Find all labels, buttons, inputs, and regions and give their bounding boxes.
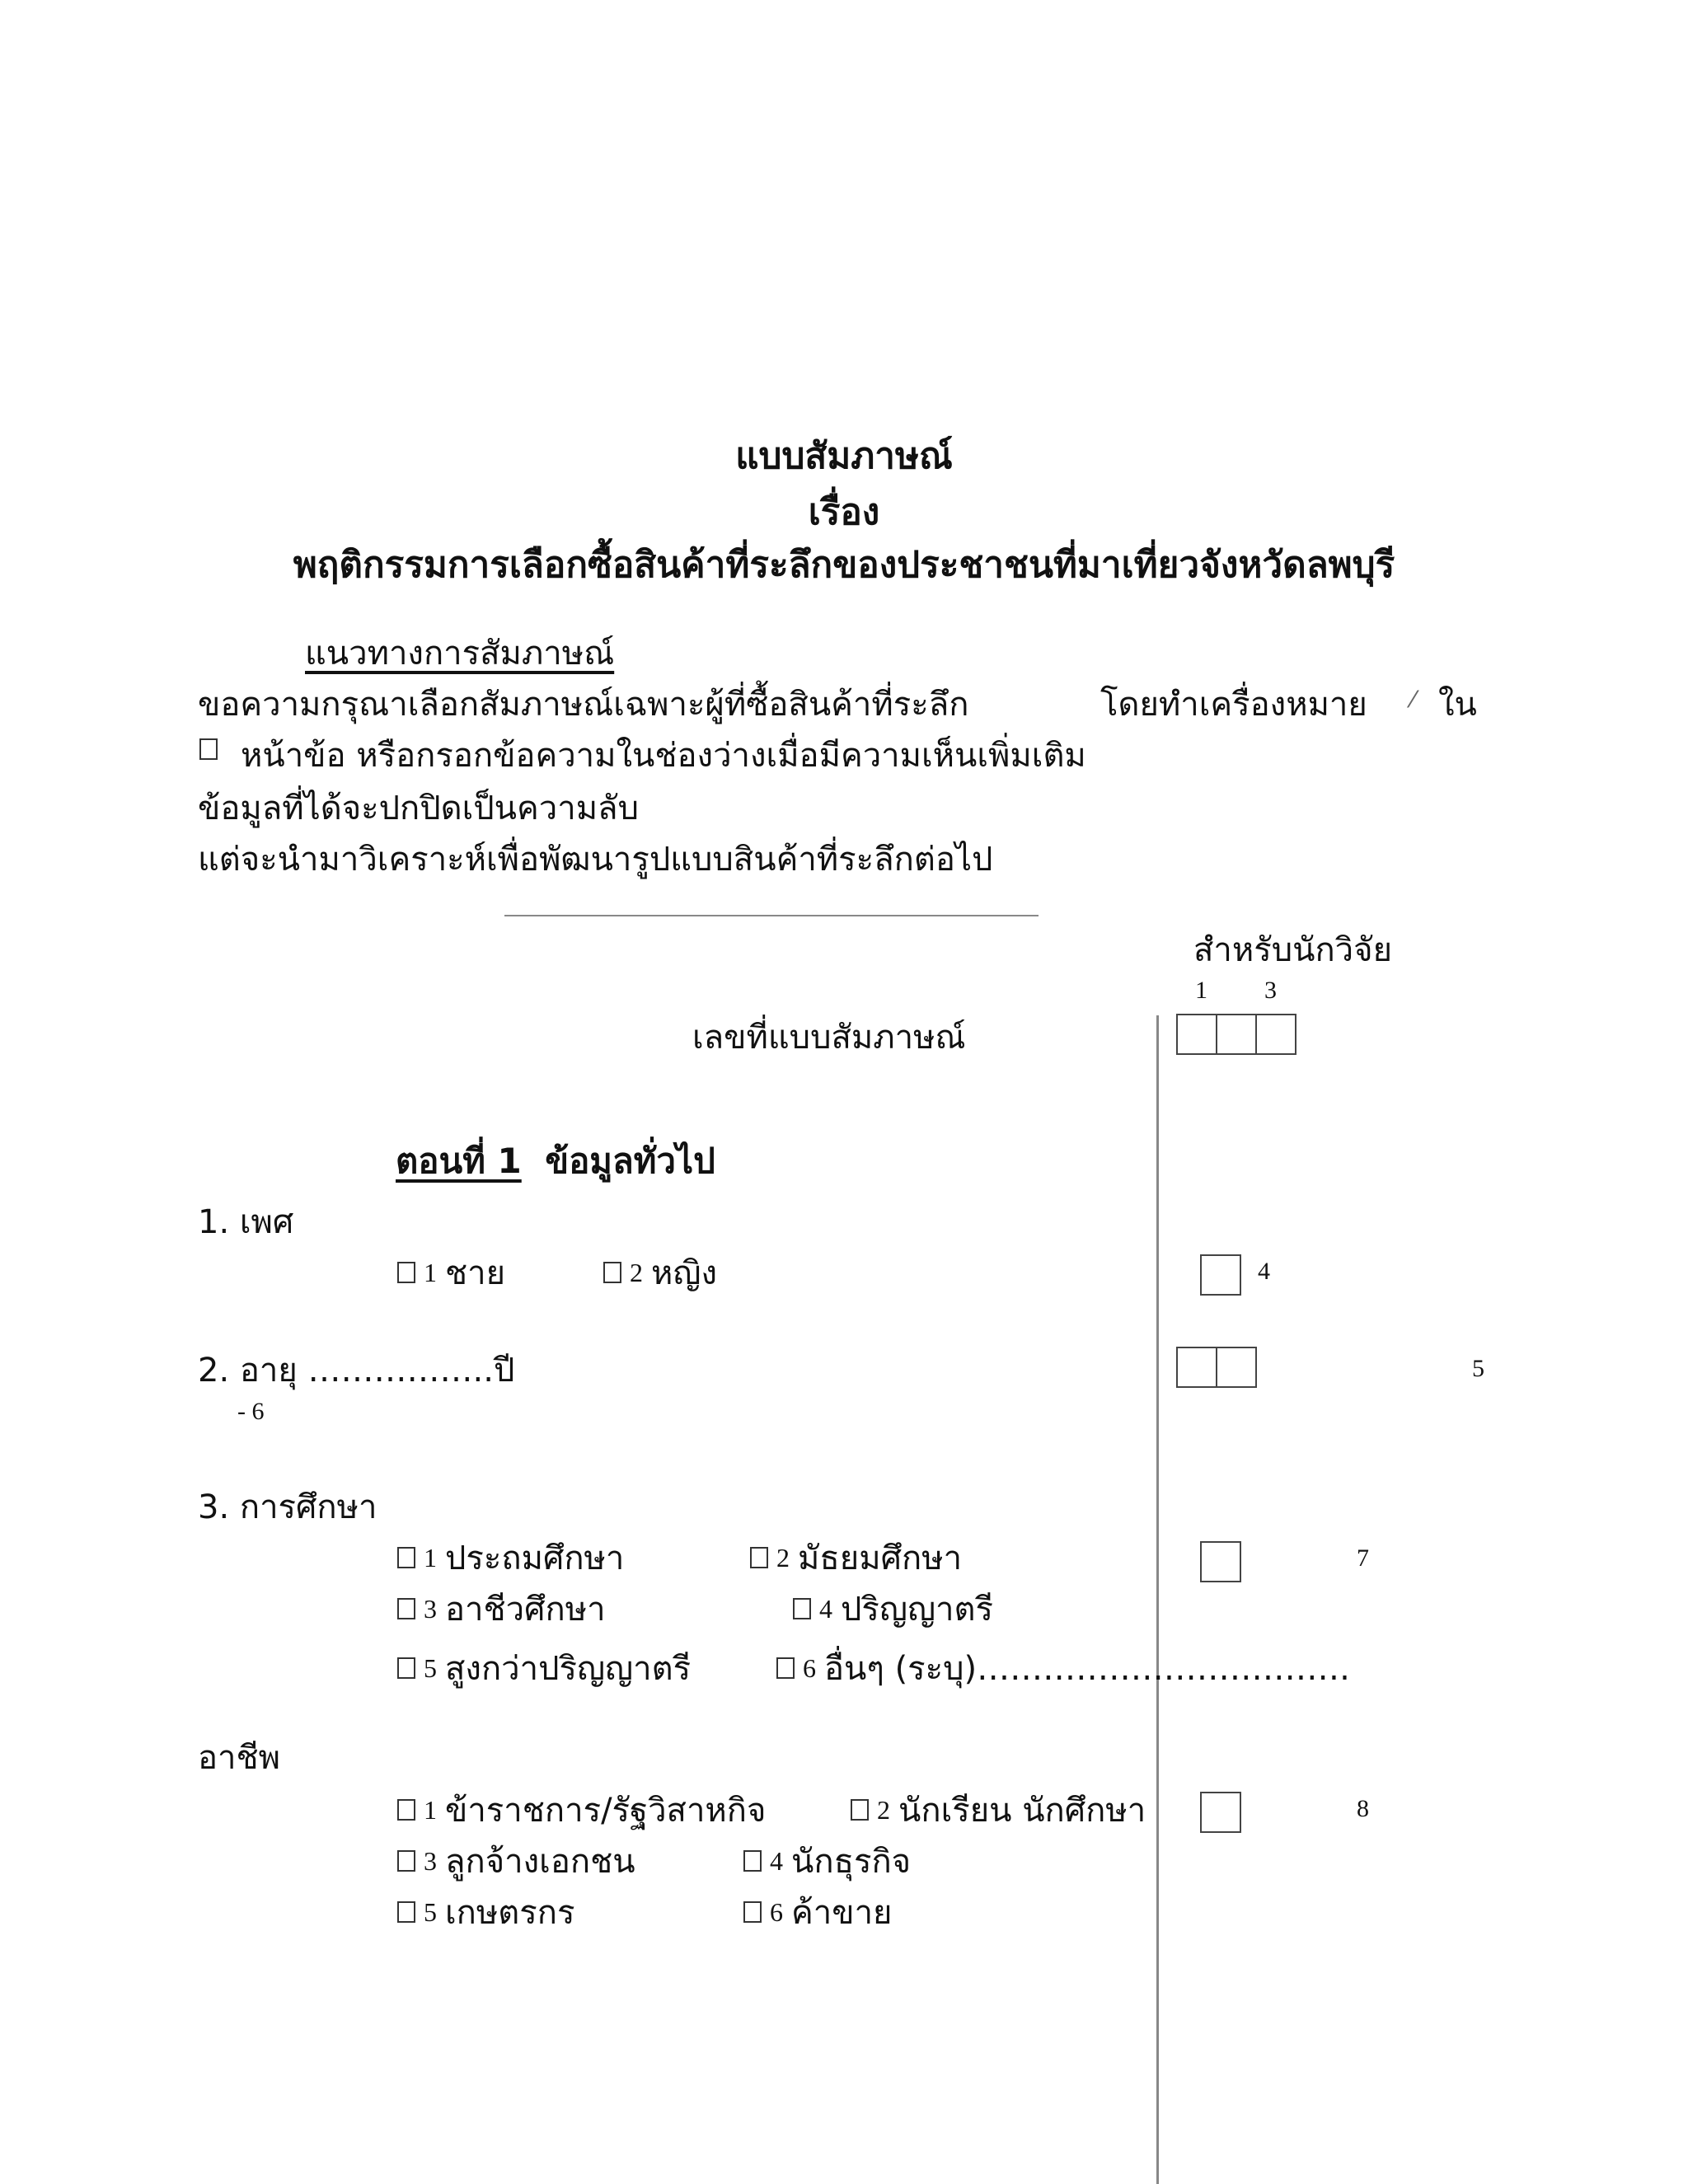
researcher-label: สำหรับนักวิจัย — [1193, 931, 1393, 969]
q2-code-box-1[interactable] — [1176, 1347, 1217, 1388]
guideline-line4: แต่จะนำมาวิเคราะห์เพื่อพัฒนารูปแบบสินค้าที่ระลึกต่อไป — [198, 841, 993, 879]
q1-code-box[interactable] — [1200, 1254, 1241, 1296]
q4-option-6[interactable] — [743, 1886, 892, 1938]
form-title: แบบสัมภาษณ์ — [735, 435, 953, 477]
column-number-1: 1 — [1195, 977, 1207, 1004]
q4-option-1[interactable] — [397, 1783, 766, 1836]
option-text: สูงกว่าปริญญาตรี — [445, 1650, 692, 1688]
part1-heading — [396, 1134, 715, 1188]
q3-option-4[interactable] — [793, 1582, 993, 1635]
option-number: 3 — [424, 1845, 437, 1876]
checkbox-icon[interactable] — [743, 1901, 762, 1923]
checkbox-icon[interactable] — [603, 1262, 621, 1283]
guideline-line3: ข้อมูลที่ได้จะปกปิดเป็นความลับ — [198, 790, 639, 827]
checkbox-icon[interactable] — [397, 1901, 415, 1923]
option-number: 4 — [770, 1845, 783, 1876]
checkbox-icon[interactable] — [851, 1799, 869, 1821]
q3-option-1[interactable] — [397, 1531, 624, 1584]
guideline-line1b: โดยทำเครื่องหมาย — [1100, 686, 1367, 724]
q4-option-5[interactable] — [397, 1886, 574, 1938]
q3-option-3[interactable] — [397, 1582, 606, 1635]
checkbox-icon[interactable] — [397, 1850, 415, 1872]
checkbox-icon[interactable] — [793, 1598, 811, 1619]
q3-option-5[interactable] — [397, 1642, 691, 1694]
option-number: 2 — [877, 1794, 890, 1825]
researcher-column-divider — [1156, 1015, 1159, 2184]
option-number: 2 — [776, 1542, 790, 1572]
q3-option-2[interactable] — [750, 1531, 962, 1584]
q2-code: 5 — [1472, 1355, 1484, 1382]
option-number: 1 — [424, 1542, 437, 1572]
option-text: เกษตรกร — [445, 1894, 575, 1932]
q1-label: 1. เพศ — [198, 1203, 294, 1241]
option-number: 6 — [803, 1652, 816, 1683]
option-text: นักเรียน นักศึกษา — [898, 1792, 1146, 1830]
checkbox-icon[interactable] — [397, 1657, 415, 1679]
option-number: 1 — [424, 1257, 437, 1287]
option-number: 5 — [424, 1896, 437, 1927]
option-text: ปริญญาตรี — [841, 1591, 993, 1629]
checkbox-icon[interactable] — [397, 1262, 415, 1283]
q4-option-2[interactable] — [851, 1783, 1146, 1836]
checkbox-icon — [199, 738, 218, 760]
q4-label: อาชีพ — [198, 1739, 280, 1777]
option-text: ค้าขาย — [791, 1894, 893, 1932]
form-number-label: เลขที่แบบสัมภาษณ์ — [692, 1019, 966, 1057]
form-subtitle: เรื่อง — [808, 491, 880, 533]
q3-label: 3. การศึกษา — [198, 1488, 377, 1526]
q3-code-box[interactable] — [1200, 1541, 1241, 1582]
column-number-3: 3 — [1264, 977, 1277, 1004]
option-text: ชาย — [445, 1254, 506, 1292]
checkbox-icon[interactable] — [397, 1598, 415, 1619]
form-number-box-3[interactable] — [1255, 1014, 1296, 1055]
checkbox-icon[interactable] — [750, 1547, 768, 1568]
option-number: 4 — [819, 1593, 832, 1624]
form-topic: พฤติกรรมการเลือกซื้อสินค้าที่ระลึกของประชาชนที่มาเที่ยวจังหวัดลพบุรี — [293, 544, 1395, 586]
option-number: 5 — [424, 1652, 437, 1683]
option-text: นักธุรกิจ — [791, 1843, 912, 1881]
option-text: อาชีวศึกษา — [445, 1591, 606, 1629]
option-number: 2 — [630, 1257, 643, 1287]
q4-code-box[interactable] — [1200, 1792, 1241, 1833]
guideline-heading: แนวทางการสัมภาษณ์ — [305, 635, 615, 673]
q2-label: 2. อายุ ……………..ปี — [198, 1352, 515, 1390]
checkbox-icon[interactable] — [776, 1657, 795, 1679]
checkbox-icon[interactable] — [743, 1850, 762, 1872]
q1-option-1[interactable] — [397, 1246, 505, 1299]
option-number: 3 — [424, 1593, 437, 1624]
q3-code: 7 — [1357, 1544, 1369, 1572]
form-number-box-2[interactable] — [1216, 1014, 1257, 1055]
q2-code-box-2[interactable] — [1216, 1347, 1257, 1388]
option-text: ประถมศึกษา — [445, 1540, 625, 1577]
q3-option-6[interactable] — [776, 1642, 1350, 1694]
checkmark-icon: ⁄ — [1411, 686, 1415, 713]
q2-code-cont: - 6 — [237, 1398, 265, 1425]
q1-code: 4 — [1258, 1258, 1270, 1285]
q4-option-3[interactable] — [397, 1835, 635, 1887]
q4-code: 8 — [1357, 1795, 1369, 1822]
option-number: 1 — [424, 1794, 437, 1825]
part1-label: ตอนที่ 1 — [396, 1141, 522, 1181]
guideline-line1a: ขอความกรุณาเลือกสัมภาษณ์เฉพาะผู้ที่ซื้อสินค้าที่ระลึก — [198, 686, 969, 724]
part1-title: ข้อมูลทั่วไป — [545, 1141, 715, 1181]
guideline-line1c: ใน — [1438, 686, 1477, 724]
option-text: หญิง — [651, 1254, 717, 1292]
option-text: อื่นๆ (ระบุ)……………………………. — [824, 1650, 1350, 1688]
guideline-line2: หน้าข้อ หรือกรอกข้อความในช่องว่างเมื่อมีความเห็นเพิ่มเติม — [241, 737, 1086, 775]
q1-option-2[interactable] — [603, 1246, 717, 1299]
checkbox-icon[interactable] — [397, 1799, 415, 1821]
option-number: 6 — [770, 1896, 783, 1927]
form-number-box-1[interactable] — [1176, 1014, 1217, 1055]
option-text: ลูกจ้างเอกชน — [445, 1843, 635, 1881]
checkbox-icon[interactable] — [397, 1547, 415, 1568]
option-text: มัธยมศึกษา — [798, 1540, 963, 1577]
divider-line — [504, 915, 1039, 916]
q4-option-4[interactable] — [743, 1835, 911, 1887]
option-text: ข้าราชการ/รัฐวิสาหกิจ — [445, 1792, 767, 1830]
